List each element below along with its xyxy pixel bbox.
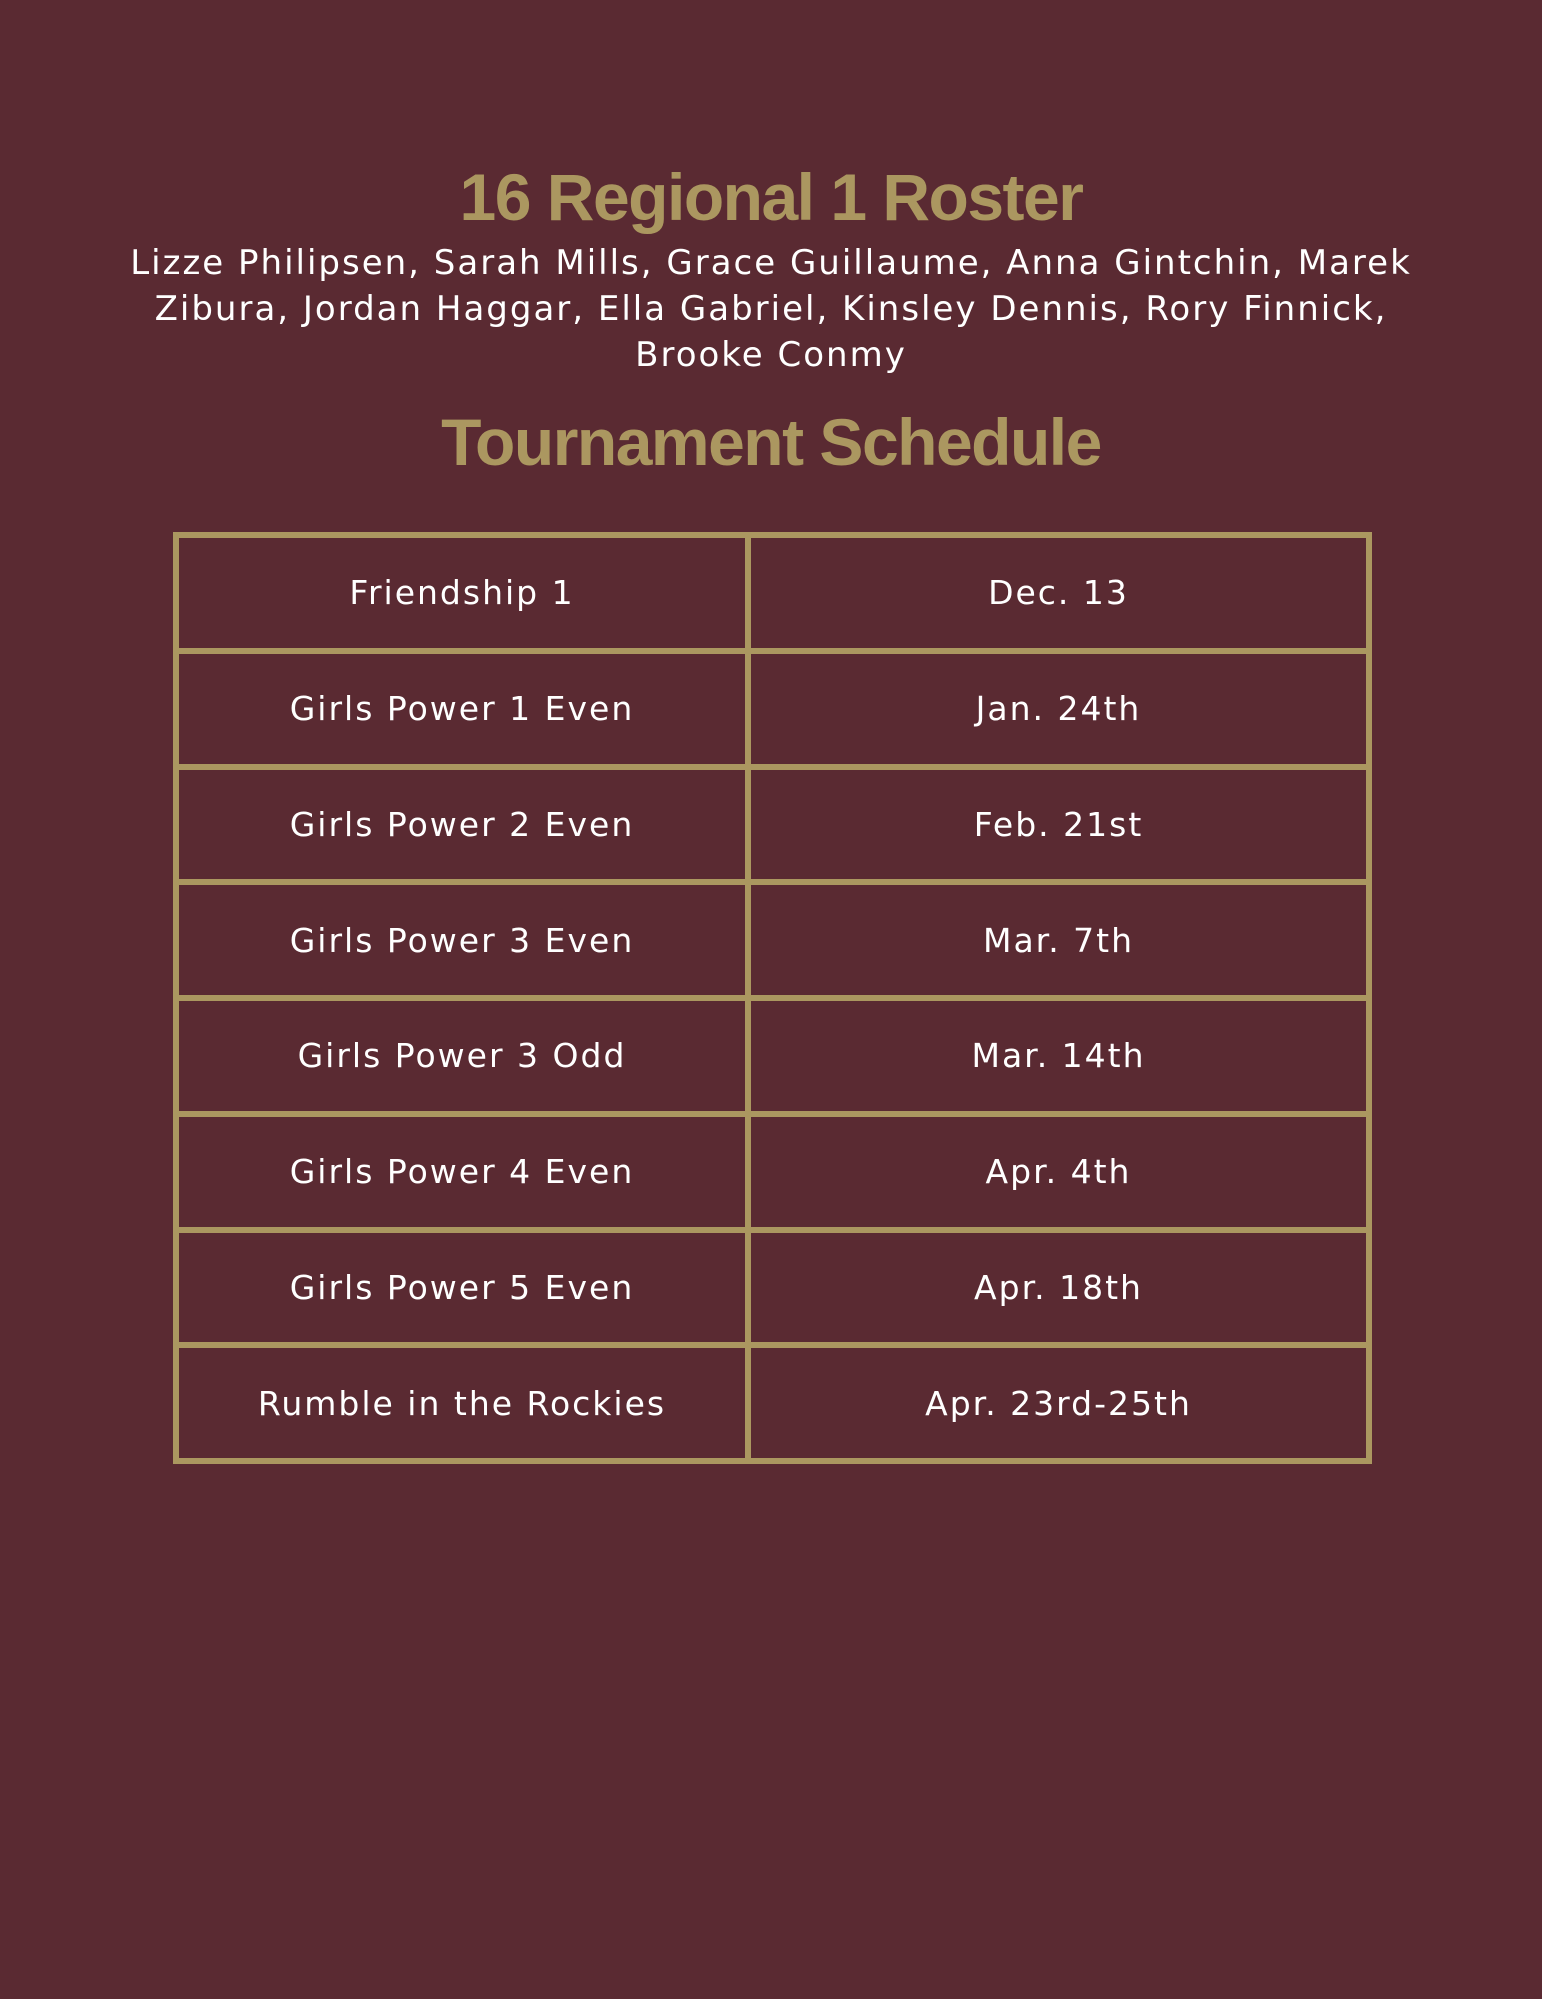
event-date-cell: Apr. 18th <box>748 1230 1369 1346</box>
schedule-row <box>176 1345 1369 1461</box>
schedule-title: Tournament Schedule <box>441 405 1101 479</box>
schedule-row <box>176 535 1369 651</box>
schedule-row <box>176 1230 1369 1346</box>
schedule-row <box>176 882 1369 998</box>
schedule-row <box>176 651 1369 767</box>
schedule-row <box>176 1114 1369 1230</box>
event-date-cell: Apr. 4th <box>748 1114 1369 1230</box>
roster-names: Lizze Philipsen, Sarah Mills, Grace Guillaume, Anna Gintchin, Marek Zibura, Jordan Haggar, Ella Gabriel, Kinsley Dennis, Rory Finnick, Brooke Conmy <box>130 243 1412 375</box>
schedule-table <box>173 532 1372 1464</box>
event-name-cell: Girls Power 3 Odd <box>176 998 748 1114</box>
event-name-cell: Girls Power 4 Even <box>176 1114 748 1230</box>
event-date-cell: Apr. 23rd-25th <box>748 1345 1369 1461</box>
event-name-cell: Girls Power 1 Even <box>176 651 748 767</box>
schedule-row <box>176 998 1369 1114</box>
event-date-cell: Jan. 24th <box>748 651 1369 767</box>
event-name-cell: Girls Power 2 Even <box>176 767 748 883</box>
event-date-cell: Dec. 13 <box>748 535 1369 651</box>
roster-title: 16 Regional 1 Roster <box>459 160 1083 234</box>
event-date-cell: Feb. 21st <box>748 767 1369 883</box>
schedule-row <box>176 767 1369 883</box>
event-name-cell: Girls Power 3 Even <box>176 882 748 998</box>
event-name-cell: Rumble in the Rockies <box>176 1345 748 1461</box>
event-date-cell: Mar. 7th <box>748 882 1369 998</box>
event-name-cell: Girls Power 5 Even <box>176 1230 748 1346</box>
event-date-cell: Mar. 14th <box>748 998 1369 1114</box>
event-name-cell: Friendship 1 <box>176 535 748 651</box>
